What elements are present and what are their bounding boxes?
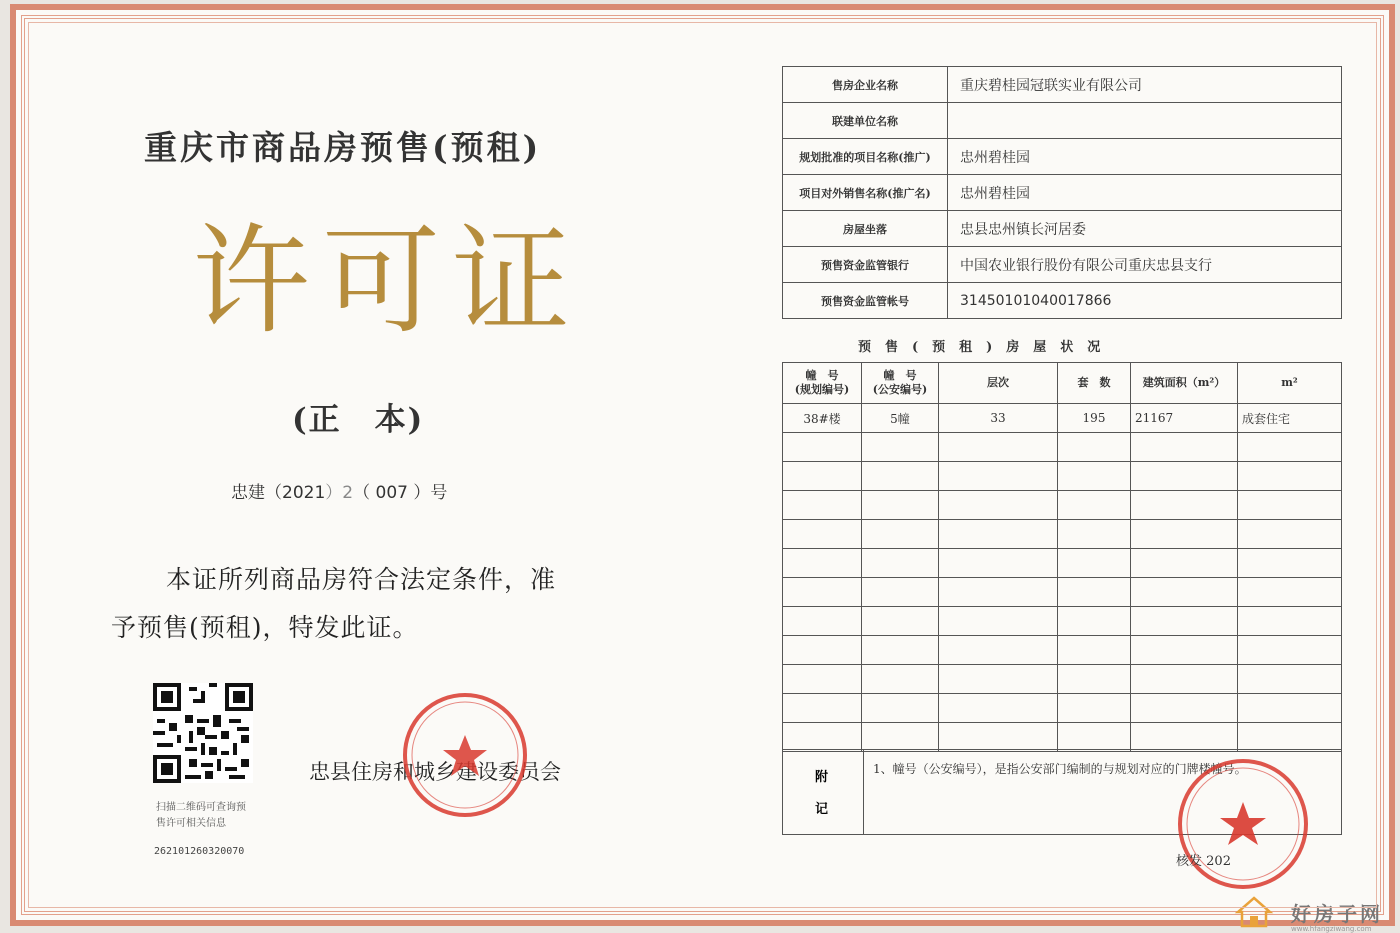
certificate-title: 许可证	[192, 212, 583, 350]
table-cell	[1058, 462, 1131, 491]
table-cell	[1058, 723, 1131, 752]
watermark-url: www.hfangziwang.com	[1291, 925, 1372, 933]
certificate-number-prefix: 忠建（2021	[231, 483, 326, 503]
table-cell	[1131, 578, 1238, 607]
table-cell	[862, 665, 939, 694]
units-header: 建筑面积（m²）	[1131, 363, 1238, 404]
table-cell	[1238, 549, 1342, 578]
table-row	[783, 723, 1342, 752]
table-cell	[1058, 433, 1131, 462]
table-cell: 21167	[1131, 404, 1238, 433]
table-cell	[862, 578, 939, 607]
table-cell	[1131, 723, 1238, 752]
table-cell	[862, 694, 939, 723]
table-cell	[783, 607, 862, 636]
table-cell	[1058, 694, 1131, 723]
info-value: 忠县忠州镇长河居委	[948, 211, 1342, 247]
table-row	[783, 103, 1342, 139]
info-label: 预售资金监管银行	[783, 247, 948, 283]
table-cell	[1058, 607, 1131, 636]
watermark-text: 好房子网	[1291, 902, 1383, 926]
table-row	[783, 283, 1342, 319]
table-cell	[1058, 520, 1131, 549]
table-row	[783, 433, 1342, 462]
table-cell	[1238, 520, 1342, 549]
table-cell	[783, 723, 862, 752]
table-cell	[1238, 723, 1342, 752]
certificate-heading: 重庆市商品房预售(预租)	[144, 128, 542, 167]
info-value: 31450101040017866	[948, 283, 1342, 319]
table-cell	[1238, 607, 1342, 636]
units-header: m²	[1238, 363, 1342, 404]
table-cell	[1131, 665, 1238, 694]
table-cell	[783, 462, 862, 491]
table-cell	[1238, 491, 1342, 520]
table-row	[783, 139, 1342, 175]
units-header: 幢 号 (公安编号)	[862, 363, 939, 404]
info-table	[782, 66, 1342, 319]
info-label: 联建单位名称	[783, 103, 948, 139]
table-cell	[1058, 491, 1131, 520]
table-cell	[1131, 549, 1238, 578]
table-row	[783, 694, 1342, 723]
info-label: 预售资金监管帐号	[783, 283, 948, 319]
table-row	[783, 462, 1342, 491]
info-value: 重庆碧桂园冠联实业有限公司	[948, 67, 1342, 103]
table-cell	[1058, 549, 1131, 578]
table-cell	[1131, 491, 1238, 520]
table-cell	[862, 462, 939, 491]
table-cell	[1131, 694, 1238, 723]
units-body	[783, 404, 1342, 752]
units-header-row	[783, 363, 1342, 404]
table-cell	[1058, 665, 1131, 694]
table-cell	[783, 694, 862, 723]
table-row	[783, 607, 1342, 636]
table-row	[783, 636, 1342, 665]
table-row	[783, 549, 1342, 578]
table-cell	[1058, 578, 1131, 607]
official-seal-icon	[400, 690, 530, 820]
qr-caption	[156, 800, 266, 831]
table-cell	[1131, 433, 1238, 462]
qr-caption-line2: 售许可相关信息	[156, 817, 226, 829]
table-cell	[1238, 636, 1342, 665]
copy-type: (正 本)	[292, 402, 425, 438]
table-cell	[1131, 636, 1238, 665]
table-cell	[783, 578, 862, 607]
units-header: 层次	[939, 363, 1058, 404]
issued-at	[1176, 850, 1231, 869]
table-cell	[783, 549, 862, 578]
table-cell: 5幢	[862, 404, 939, 433]
table-cell	[939, 491, 1058, 520]
certificate-page	[10, 4, 1395, 933]
table-cell	[939, 694, 1058, 723]
remarks-label	[783, 750, 864, 834]
table-cell	[939, 636, 1058, 665]
qr-caption-line1: 扫描二维码可查询预	[156, 802, 246, 813]
issued-year: 202	[1206, 854, 1231, 869]
table-cell: 38#楼	[783, 404, 862, 433]
info-label: 售房企业名称	[783, 67, 948, 103]
table-cell	[862, 549, 939, 578]
info-value: 忠州碧桂园	[948, 175, 1342, 211]
table-cell	[939, 462, 1058, 491]
table-cell	[1238, 462, 1342, 491]
table-row	[783, 491, 1342, 520]
certificate-body-line2: 予预售(预租)，特发此证。	[111, 613, 419, 642]
table-cell	[783, 665, 862, 694]
table-row	[783, 665, 1342, 694]
qr-code-icon	[153, 683, 253, 783]
table-row	[783, 520, 1342, 549]
table-cell	[1238, 665, 1342, 694]
table-cell	[783, 520, 862, 549]
info-label: 房屋坐落	[783, 211, 948, 247]
table-cell	[862, 520, 939, 549]
table-cell	[939, 433, 1058, 462]
info-value: 忠州碧桂园	[948, 139, 1342, 175]
units-header: 幢 号 (规划编号)	[783, 363, 862, 404]
table-row	[783, 175, 1342, 211]
table-cell	[862, 433, 939, 462]
units-header: 套 数	[1058, 363, 1131, 404]
table-cell	[862, 636, 939, 665]
table-cell	[783, 433, 862, 462]
info-label: 项目对外销售名称(推广名)	[783, 175, 948, 211]
table-cell	[939, 520, 1058, 549]
table-cell	[783, 491, 862, 520]
official-seal-icon	[1174, 755, 1312, 893]
table-cell	[1131, 462, 1238, 491]
table-cell	[939, 549, 1058, 578]
table-cell	[1058, 636, 1131, 665]
certificate-number	[231, 478, 447, 503]
remarks-text: 1、幢号（公安编号），是指公安部门编制的与规划对应的门牌楼幢号。	[873, 762, 1247, 776]
table-cell	[862, 723, 939, 752]
info-label: 规划批准的项目名称(推广)	[783, 139, 948, 175]
table-cell	[1131, 607, 1238, 636]
issuer-name: 忠县住房和城乡建设委员会	[309, 760, 561, 784]
table-cell: 195	[1058, 404, 1131, 433]
table-row	[783, 404, 1342, 433]
table-cell	[1238, 694, 1342, 723]
info-value: 中国农业银行股份有限公司重庆忠县支行	[948, 247, 1342, 283]
table-cell: 33	[939, 404, 1058, 433]
table-cell	[1238, 578, 1342, 607]
issued-at-label: 核发	[1176, 854, 1203, 869]
table-row	[783, 211, 1342, 247]
units-table	[782, 362, 1342, 752]
table-cell	[939, 723, 1058, 752]
table-cell	[939, 578, 1058, 607]
info-value	[948, 103, 1342, 139]
table-cell	[939, 665, 1058, 694]
table-cell	[862, 491, 939, 520]
table-cell	[862, 607, 939, 636]
table-cell	[1131, 520, 1238, 549]
units-section-title: 预售(预租)房屋状况	[858, 340, 1115, 355]
certificate-number-suffix: （ 007 ）号	[353, 483, 448, 503]
certificate-body-line1: 本证所列商品房符合法定条件，准	[166, 565, 557, 594]
remarks-label-line2: 记	[815, 802, 829, 817]
remarks-label-line1: 附	[815, 770, 829, 785]
table-row	[783, 67, 1342, 103]
certificate-number-mid: ）2	[325, 483, 354, 503]
table-cell	[1238, 433, 1342, 462]
qr-code-number: 2621012603200​70	[154, 846, 245, 857]
table-cell	[939, 607, 1058, 636]
table-row	[783, 578, 1342, 607]
table-cell: 成套住宅	[1238, 404, 1342, 433]
table-row	[783, 247, 1342, 283]
table-cell	[783, 636, 862, 665]
